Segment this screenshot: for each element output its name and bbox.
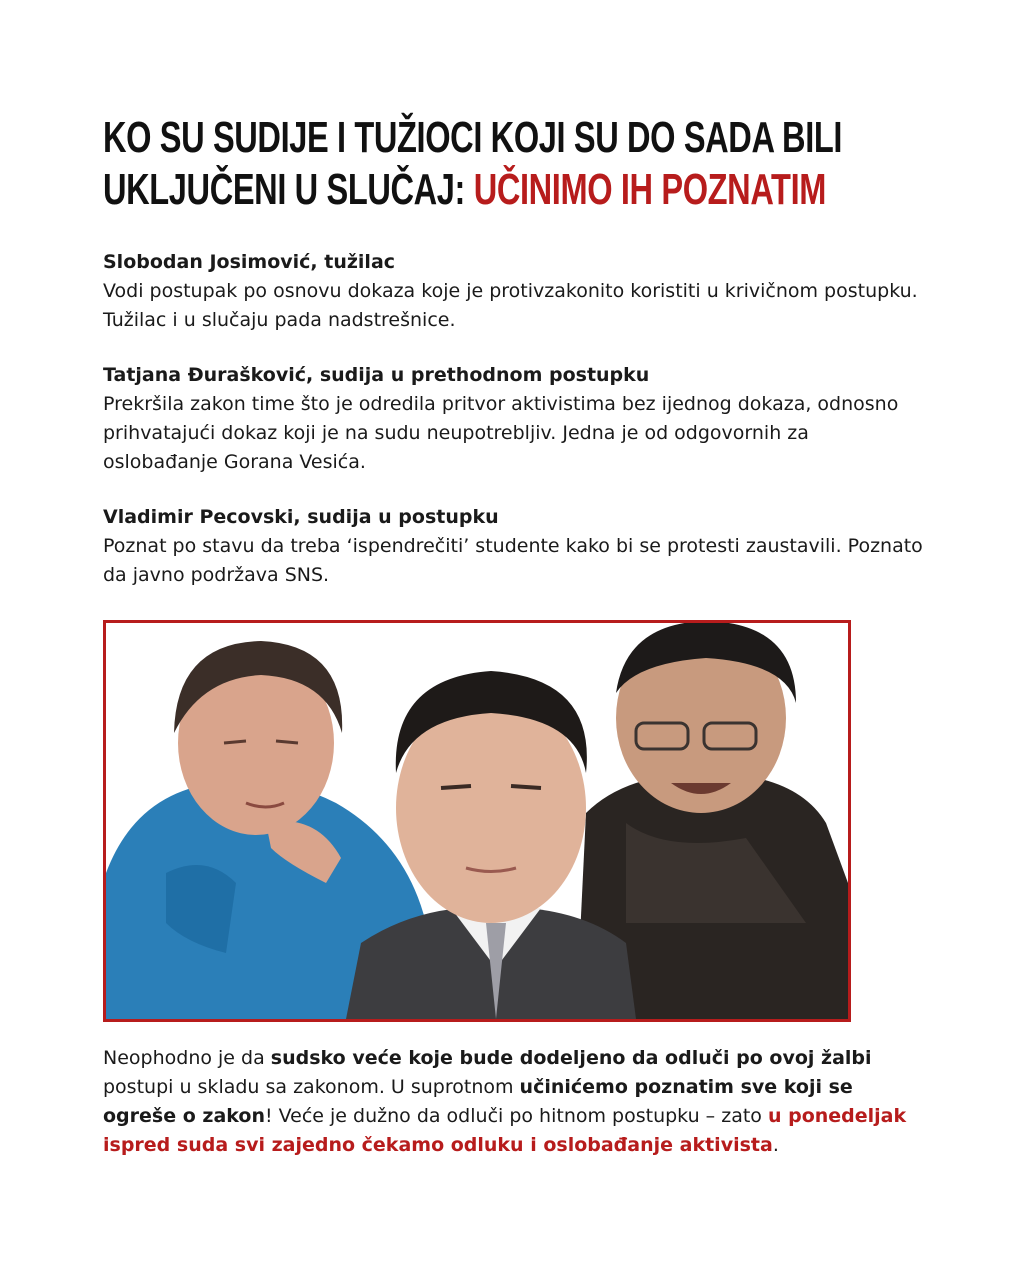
- person-description: Poznat po stavu da treba ‘ispendrečiti’ studente kako bi se protesti zaustavili. Poznato da javno podržava SNS.: [103, 535, 923, 586]
- closing-paragraph: [103, 1044, 923, 1160]
- headline-line2: UKLJUČENI U SLUČAJ:: [103, 165, 466, 214]
- person-description: Vodi postupak po osnovu dokaza koje je protivzakonito koristiti u krivičnom postupku. Tužilac i u slučaju pada nadstrešnice.: [103, 280, 918, 331]
- closing-text: postupi u skladu sa zakonom. U suprotnom: [103, 1076, 520, 1098]
- closing-text: Neophodno je da: [103, 1047, 271, 1069]
- closing-text: ! Veće je dužno da odluči po hitnom postupku – zato: [264, 1105, 768, 1127]
- portraits-illustration: [106, 623, 848, 1019]
- closing-bold: učinićemo poznatim sve koji se ogreše o zakon: [103, 1076, 853, 1127]
- headline-line1: KO SU SUDIJE I TUŽIOCI KOJI SU DO SADA BILI: [103, 113, 843, 162]
- person-name: Tatjana Đurašković, sudija u prethodnom postupku: [103, 364, 650, 386]
- headline: [103, 112, 924, 216]
- person-description: Prekršila zakon time što je odredila pritvor aktivistima bez ijednog dokaza, odnosno prihvatajući dokaz koji je na sudu neupotrebljiv. Jedna je od odgovornih za oslobađanje Gorana Vesića.: [103, 393, 899, 473]
- person-name: Vladimir Pecovski, sudija u postupku: [103, 506, 499, 528]
- content: [103, 112, 923, 586]
- person-entry: [103, 361, 923, 477]
- people-list: [103, 248, 923, 616]
- photo-collage: [103, 620, 851, 1022]
- headline-accent: UČINIMO IH POZNATIM: [473, 165, 827, 214]
- person-name: Slobodan Josimović, tužilac: [103, 251, 396, 273]
- person-entry: [103, 248, 923, 335]
- closing-bold: sudsko veće koje bude dodeljeno da odluči po ovoj žalbi: [270, 1047, 872, 1069]
- closing-text: .: [772, 1134, 779, 1156]
- closing-call-to-action: u ponedeljak ispred suda svi zajedno čekamo odluku i oslobađanje aktivista: [103, 1105, 907, 1156]
- person-entry: [103, 503, 923, 590]
